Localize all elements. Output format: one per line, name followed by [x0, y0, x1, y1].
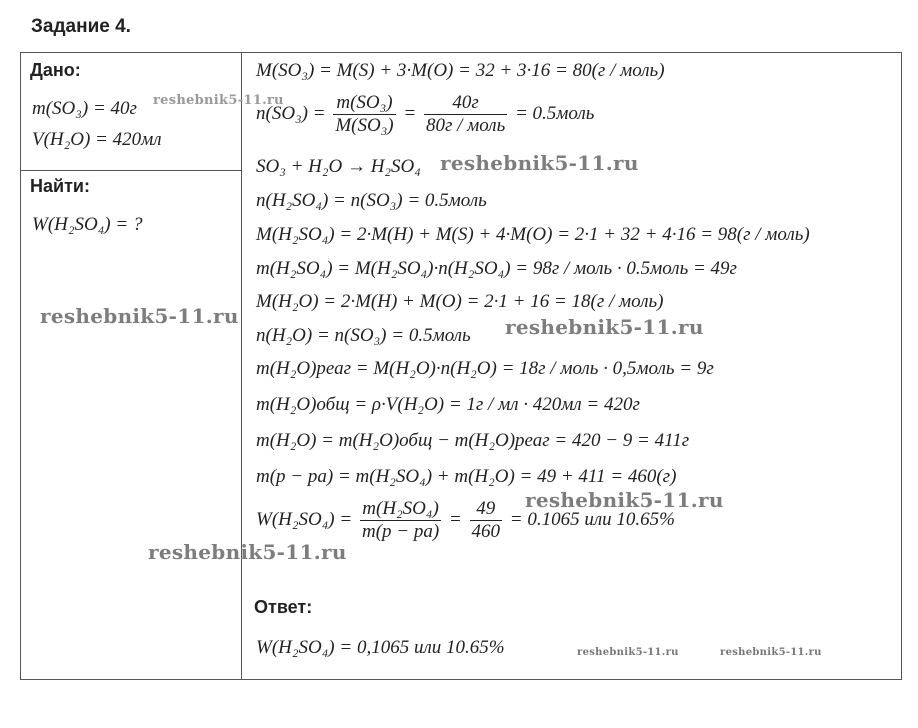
watermark: reshebnik5-11.ru — [148, 540, 347, 564]
column-divider — [241, 52, 242, 680]
solution-line-10: m(H₂O)общ = ρ·V(H₂O) = 1г / мл · 420мл = 420г — [256, 394, 640, 415]
watermark: reshebnik5-11.ru — [440, 151, 639, 175]
mass-fraction-label: W(H₂SO₄) = — [256, 508, 353, 530]
equals-sign: = — [403, 102, 417, 124]
fraction-numerator: 40г — [424, 92, 507, 115]
fraction-mass-ratio — [360, 498, 441, 543]
fraction-denominator: m(p − pa) — [361, 521, 440, 542]
solution-line-8: n(H₂O) = n(SO₃) = 0.5моль — [256, 325, 471, 346]
n-so3-label: n(SO₃) = — [256, 102, 326, 124]
watermark: reshebnik5-11.ru — [577, 647, 679, 658]
solution-line-11: m(H₂O) = m(H₂O)общ − m(H₂O)реаг = 420 − 9 = 411г — [256, 430, 690, 451]
solution-line-5: M(H₂SO₄) = 2·M(H) + M(S) + 4·M(O) = 2·1 + 32 + 4·16 = 98(г / моль) — [256, 224, 810, 245]
solution-line-1: M(SO₃) = M(S) + 3·M(O) = 32 + 3·16 = 80(г / моль) — [256, 60, 665, 81]
watermark: reshebnik5-11.ru — [40, 304, 239, 328]
solution-line-2 — [256, 92, 594, 137]
solution-line-12: m(p − pa) = m(H₂SO₄) + m(H₂O) = 49 + 411 = 460(г) — [256, 466, 677, 487]
reaction-equation: SO₃ + H₂O → H₂SO₄ — [256, 156, 421, 177]
given-heading: Дано: — [30, 60, 81, 80]
task-title: Задание 4. — [31, 16, 131, 37]
given-volume-water: V(H₂O) = 420мл — [32, 129, 162, 150]
fraction-m-over-M — [333, 92, 395, 137]
watermark: reshebnik5-11.ru — [525, 488, 724, 512]
given-mass-so3: m(SO₃) = 40г — [32, 98, 137, 119]
equals-sign: = — [448, 508, 462, 530]
find-heading: Найти: — [30, 176, 90, 196]
fraction-numerator: 49 — [470, 498, 503, 521]
fraction-numerator: m(H₂SO₄) — [360, 498, 441, 521]
find-mass-fraction: W(H₂SO₄) = ? — [32, 214, 143, 235]
answer-heading: Ответ: — [254, 597, 313, 617]
fraction-numerator: m(SO₃) — [333, 92, 395, 115]
given-find-divider — [20, 170, 242, 171]
solution-line-6: m(H₂SO₄) = M(H₂SO₄)·n(H₂SO₄) = 98г / моль · 0.5моль = 49г — [256, 258, 737, 279]
fraction-values — [424, 92, 507, 137]
solution-line-7: M(H₂O) = 2·M(H) + M(O) = 2·1 + 16 = 18(г / моль) — [256, 291, 664, 312]
solution-line-9: m(H₂O)реаг = M(H₂O)·n(H₂O) = 18г / моль · 0,5моль = 9г — [256, 358, 714, 379]
n-so3-result: = 0.5моль — [514, 102, 595, 124]
mass-fraction-result: = 0.1065 или 10.65% — [509, 508, 675, 530]
fraction-numbers — [470, 498, 503, 543]
solution-line-4: n(H₂SO₄) = n(SO₃) = 0.5моль — [256, 190, 487, 211]
fraction-denominator: M(SO₃) — [335, 115, 394, 136]
watermark: reshebnik5-11.ru — [720, 647, 822, 658]
fraction-denominator: 460 — [471, 521, 500, 542]
watermark: reshebnik5-11.ru — [505, 315, 704, 339]
answer-formula: W(H₂SO₄) = 0,1065 или 10.65% — [256, 637, 505, 658]
fraction-denominator: 80г / моль — [425, 115, 506, 136]
watermark: reshebnik5-11.ru — [153, 93, 284, 108]
